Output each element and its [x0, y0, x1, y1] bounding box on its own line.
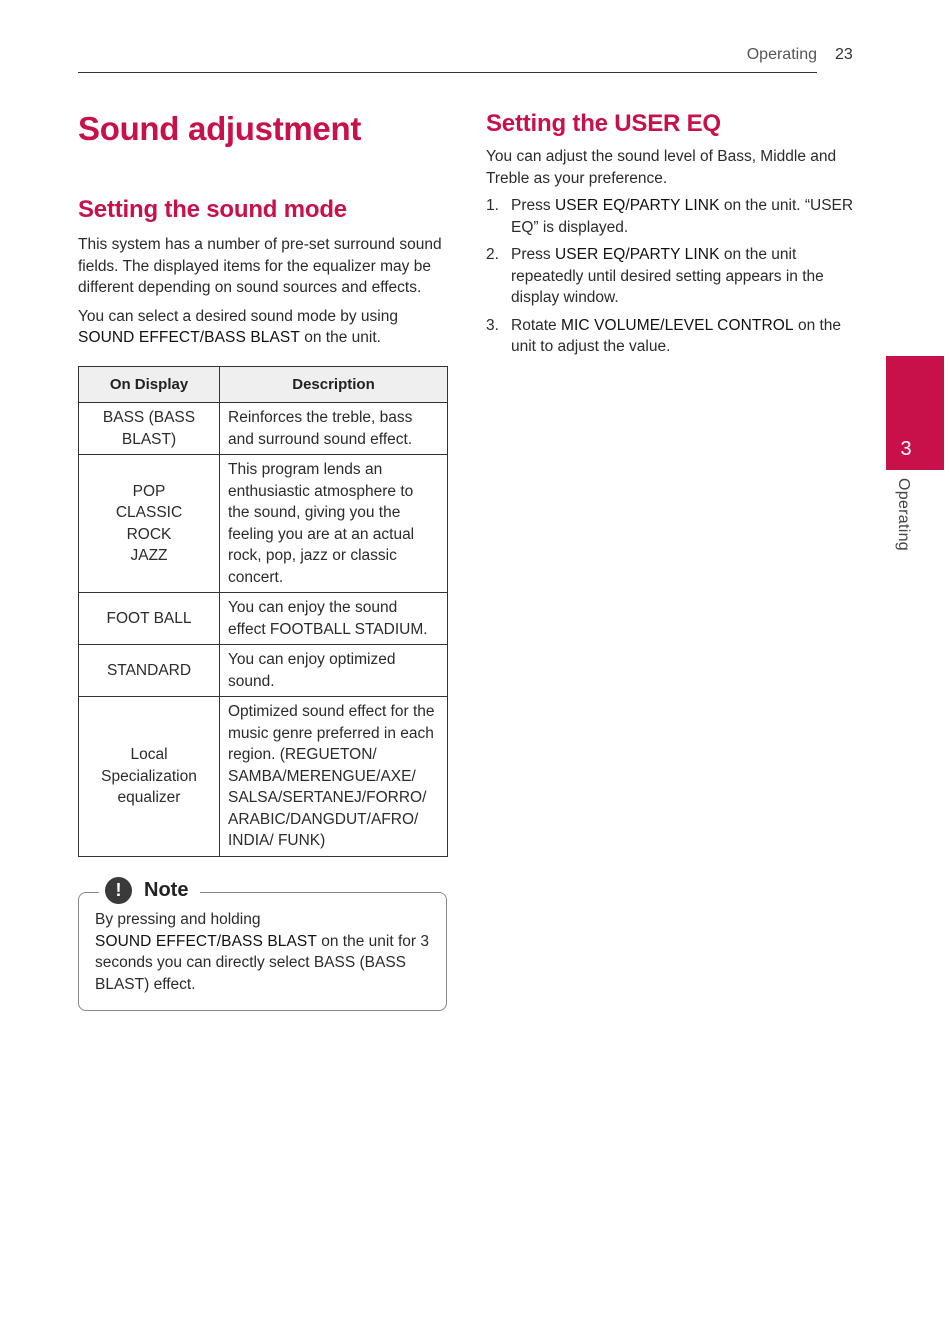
column-header-description: Description: [220, 367, 448, 403]
chapter-tab: [886, 356, 944, 470]
note-box: [78, 879, 447, 1011]
chapter-number: 3: [900, 438, 912, 460]
note-line: By pressing and holding: [95, 911, 261, 928]
description-cell: You can enjoy optimized sound.: [220, 645, 448, 697]
list-item: [486, 244, 856, 309]
note-rest: on the unit for 3 seconds you can directly select BASS (BASS BLAST) effect.: [95, 932, 429, 993]
list-item: [486, 195, 856, 238]
note-body: [95, 909, 435, 995]
list-item: [486, 315, 856, 358]
description-cell: You can enjoy the sound effect FOOTBALL STADIUM.: [220, 593, 448, 645]
header-divider: [78, 72, 817, 73]
display-cell: [79, 645, 220, 697]
display-line: CLASSIC: [115, 504, 183, 521]
description-cell: This program lends an enthusiastic atmosphere to the sound, giving you the feeling you are at an actual rock, pop, jazz or classic concert.: [220, 455, 448, 593]
display-line: BLAST): [121, 430, 177, 448]
note-title: Note: [144, 879, 189, 901]
step-number: 1.: [486, 197, 499, 214]
display-line: Local Specialization: [101, 746, 197, 785]
table-row: [79, 403, 448, 455]
step-text: on the unit. “USER EQ” is displayed.: [511, 197, 854, 236]
table-row: [79, 593, 448, 645]
sound-mode-intro: This system has a number of pre-set surround sound fields. The displayed items for the equalizer may be different depending on sound sources and effects.: [78, 236, 442, 296]
display-line: equalizer: [117, 789, 181, 806]
description-cell: Reinforces the treble, bass and surround sound effect.: [220, 403, 448, 455]
display-line: POP: [132, 482, 166, 500]
sound-mode-instruction: [78, 306, 448, 349]
note-header: [99, 877, 200, 904]
column-header-on-display: On Display: [79, 367, 220, 403]
display-cell: [79, 593, 220, 645]
note-key-name: SOUND EFFECT/BASS BLAST: [95, 932, 317, 950]
table-row: [79, 645, 448, 697]
right-column: [486, 108, 856, 364]
user-eq-intro: You can adjust the sound level of Bass, Middle and Treble as your preference.: [486, 148, 837, 187]
description-cell: Optimized sound effect for the music genre preferred in each region. (REGUETON/ SAMBA/MERENGUE/AXE/ SALSA/SERTANEJ/FORRO/ ARABIC/DANGDUT/AFRO/ INDIA/ FUNK): [220, 697, 448, 857]
step-number: 2.: [486, 246, 499, 263]
chapter-label: Operating: [895, 478, 912, 551]
step-text: Rotate: [511, 316, 561, 334]
section-heading-sound-mode: Setting the sound mode: [78, 196, 347, 223]
display-cell: [79, 455, 220, 593]
instruction-suffix: on the unit.: [299, 329, 381, 346]
table-row: [79, 455, 448, 593]
page-number: 23: [835, 46, 853, 63]
display-line: BASS (BASS: [102, 409, 196, 426]
display-line: FOOT BALL: [106, 609, 192, 627]
step-text: Press: [511, 246, 555, 263]
user-eq-steps: [486, 195, 856, 358]
table-row: [79, 697, 448, 857]
display-line: ROCK: [126, 525, 172, 543]
instruction-text: You can select a desired sound mode by using: [78, 307, 398, 325]
section-heading-user-eq: Setting the USER EQ: [486, 110, 721, 137]
page-title: Sound adjustment: [78, 110, 362, 147]
step-text: on the unit repeatedly until desired setting appears in the display window.: [511, 246, 824, 306]
step-key: USER EQ/PARTY LINK: [554, 246, 720, 263]
display-line: JAZZ: [130, 547, 168, 564]
step-number: 3.: [486, 316, 499, 334]
step-key: MIC VOLUME/LEVEL CONTROL: [560, 316, 794, 334]
sound-effect-key: SOUND EFFECT/BASS BLAST: [78, 329, 300, 346]
table-header-row: [79, 367, 448, 403]
left-column: [78, 108, 448, 349]
step-key: USER EQ/PARTY LINK: [554, 197, 720, 214]
exclamation-icon: !: [105, 877, 132, 904]
step-text: on the unit to adjust the value.: [511, 316, 842, 355]
header-section-label: Operating: [746, 46, 817, 63]
display-line: STANDARD: [106, 661, 192, 679]
display-cell: [79, 403, 220, 455]
sound-mode-table: [78, 366, 448, 857]
display-cell: [79, 697, 220, 857]
step-text: Press: [511, 197, 555, 214]
